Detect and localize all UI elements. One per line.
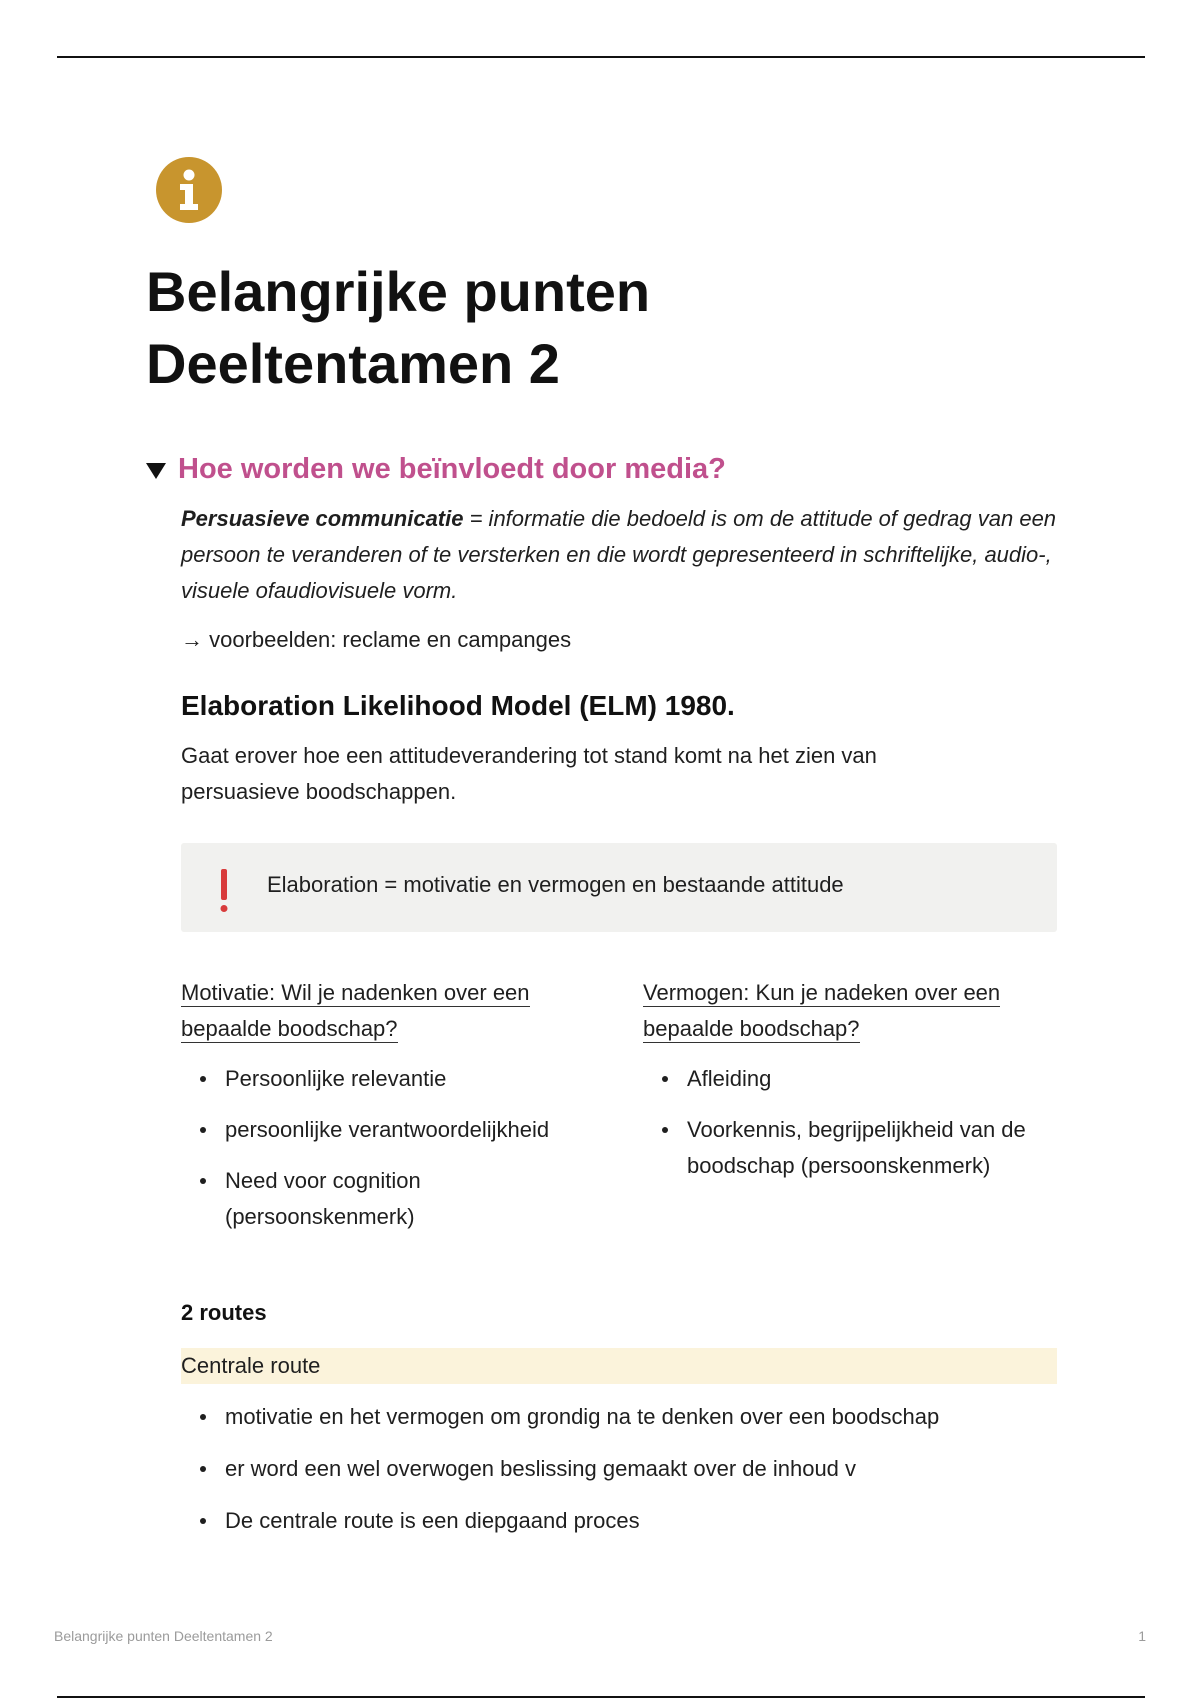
intro-definition: = informatie die bedoeld is om de attitude of gedrag van een persoon te veranderen of te versterken en die wordt gepresenteerd in schriftelijke, audio-, visuele ofaudiovisuele vorm.: [181, 506, 1057, 603]
list-item: Afleiding: [643, 1061, 1063, 1097]
list-item: Voorkennis, begrijpelijkheid van de boodschap (persoonskenmerk): [643, 1112, 1063, 1184]
list-item: persoonlijke verantwoordelijkheid: [181, 1112, 601, 1148]
page-title: [146, 256, 650, 400]
ability-heading: Vermogen: Kun je nadeken over een bepaalde boodschap?: [643, 980, 1001, 1041]
top-rule: [57, 56, 1145, 58]
elm-heading: Elaboration Likelihood Model (ELM) 1980.: [181, 690, 735, 721]
examples-line: → voorbeelden: reclame en campanges: [181, 627, 572, 652]
toggle-heading: Hoe worden we beïnvloedt door media?: [178, 453, 726, 485]
central-route-list: [181, 1399, 1061, 1555]
elm-description: Gaat erover hoe een attitudeverandering tot stand komt na het zien van persuasieve boodschappen.: [181, 743, 877, 804]
motivation-list: [181, 1061, 601, 1235]
ability-column: [643, 975, 1063, 1199]
list-item: De centrale route is een diepgaand proces: [181, 1503, 1061, 1539]
list-item: motivatie en het vermogen om grondig na te denken over een boodschap: [181, 1399, 1061, 1435]
toggle-triangle-icon[interactable]: [146, 463, 166, 479]
exclamation-icon: [220, 869, 228, 913]
list-item: Persoonlijke relevantie: [181, 1061, 601, 1097]
footer-page-number: 1: [1138, 1628, 1146, 1644]
callout-text: Elaboration = motivatie en vermogen en bestaande attitude: [267, 872, 844, 897]
routes-heading: 2 routes: [181, 1300, 267, 1325]
toggle-section[interactable]: [146, 453, 726, 486]
motivation-heading: Motivatie: Wil je nadenken over een bepaalde boodschap?: [181, 980, 530, 1041]
motivation-column: [181, 975, 601, 1250]
list-item: Need voor cognition (persoonskenmerk): [181, 1163, 601, 1235]
ability-list: [643, 1061, 1063, 1184]
callout-block: [181, 843, 1057, 932]
list-item: er word een wel overwogen beslissing gemaakt over de inhoud v: [181, 1451, 1061, 1487]
info-icon: [156, 157, 222, 223]
footer-doc-name: Belangrijke punten Deeltentamen 2: [54, 1628, 273, 1644]
central-route-label: Centrale route: [181, 1353, 321, 1378]
page-title-line1: Belangrijke punten: [146, 260, 651, 323]
bottom-rule: [57, 1696, 1145, 1698]
page-title-line2: Deeltentamen 2: [146, 332, 560, 395]
intro-paragraph: [181, 501, 1061, 609]
intro-term: Persuasieve communicatie: [181, 506, 464, 531]
central-route-highlight: [181, 1348, 1057, 1384]
